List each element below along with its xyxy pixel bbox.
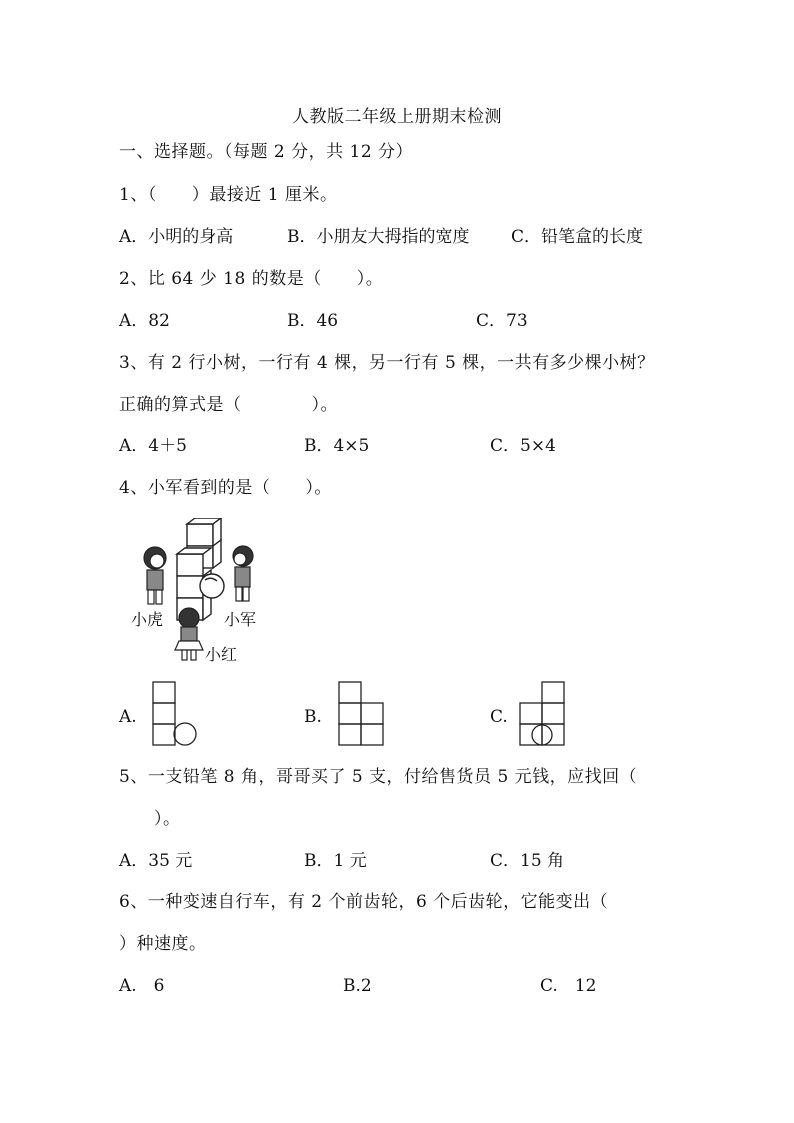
question-5-option-c: C．15 角 <box>490 851 565 871</box>
child-xiaohong-figure <box>175 608 203 660</box>
question-1-stem: 1、（ ）最接近 1 厘米。 <box>119 185 338 205</box>
label-xiaojun: 小军 <box>224 610 257 629</box>
label-xiaohu: 小虎 <box>131 610 164 629</box>
question-1-option-b: B．小朋友大拇指的宽度 <box>287 227 470 247</box>
label-xiaohong: 小红 <box>205 645 238 664</box>
question-5-stem: 5、一支铅笔 8 角，哥哥买了 5 支，付给售货员 5 元钱，应找回（ <box>119 767 638 787</box>
question-5-option-b: B．1 元 <box>304 851 367 871</box>
question-3-stem: 3、有 2 行小树，一行有 4 棵，另一行有 5 棵，一共有多少棵小树？ <box>119 353 655 373</box>
question-6-option-b: B.2 <box>343 976 372 996</box>
section-heading: 一、选择题。（每题 2 分，共 12 分） <box>119 142 414 162</box>
question-2-option-c: C．73 <box>476 311 528 331</box>
question-3-option-b: B．4×5 <box>304 436 370 456</box>
question-3-option-c: C．5×4 <box>490 436 556 456</box>
page-title: 人教版二年级上册期末检测 <box>292 107 502 127</box>
question-3-option-a: A．4＋5 <box>119 436 187 456</box>
option-c-figure <box>518 680 570 748</box>
question-1-option-c: C．铅笔盒的长度 <box>511 227 644 247</box>
question-5-stem-continued: ）。 <box>119 809 181 829</box>
option-b-figure <box>336 680 386 748</box>
question-2-option-b: B．46 <box>287 311 339 331</box>
question-4-option-a: A. <box>119 707 137 727</box>
question-6-stem-continued: ）种速度。 <box>119 934 207 954</box>
child-xiaojun-figure <box>233 546 253 601</box>
question-3-stem-continued: 正确的算式是（ ）。 <box>119 395 338 415</box>
question-2-stem: 2、比 64 少 18 的数是（ ）。 <box>119 269 384 289</box>
question-1-option-a: A．小明的身高 <box>119 227 234 247</box>
question-2-option-a: A．82 <box>119 311 170 331</box>
question-6-stem: 6、一种变速自行车，有 2 个前齿轮，6 个后齿轮，它能变出（ <box>119 892 609 912</box>
question-6-option-c: C. 12 <box>540 976 597 996</box>
question-4-option-b: B. <box>304 707 322 727</box>
child-xiaohu-figure <box>144 547 166 604</box>
question-6-option-a: A. 6 <box>119 976 165 996</box>
question-4-stem: 4、小军看到的是（ ）。 <box>119 478 332 498</box>
option-a-figure <box>150 680 200 748</box>
question-5-option-a: A．35 元 <box>119 851 193 871</box>
question-4-option-c: C. <box>490 707 508 727</box>
